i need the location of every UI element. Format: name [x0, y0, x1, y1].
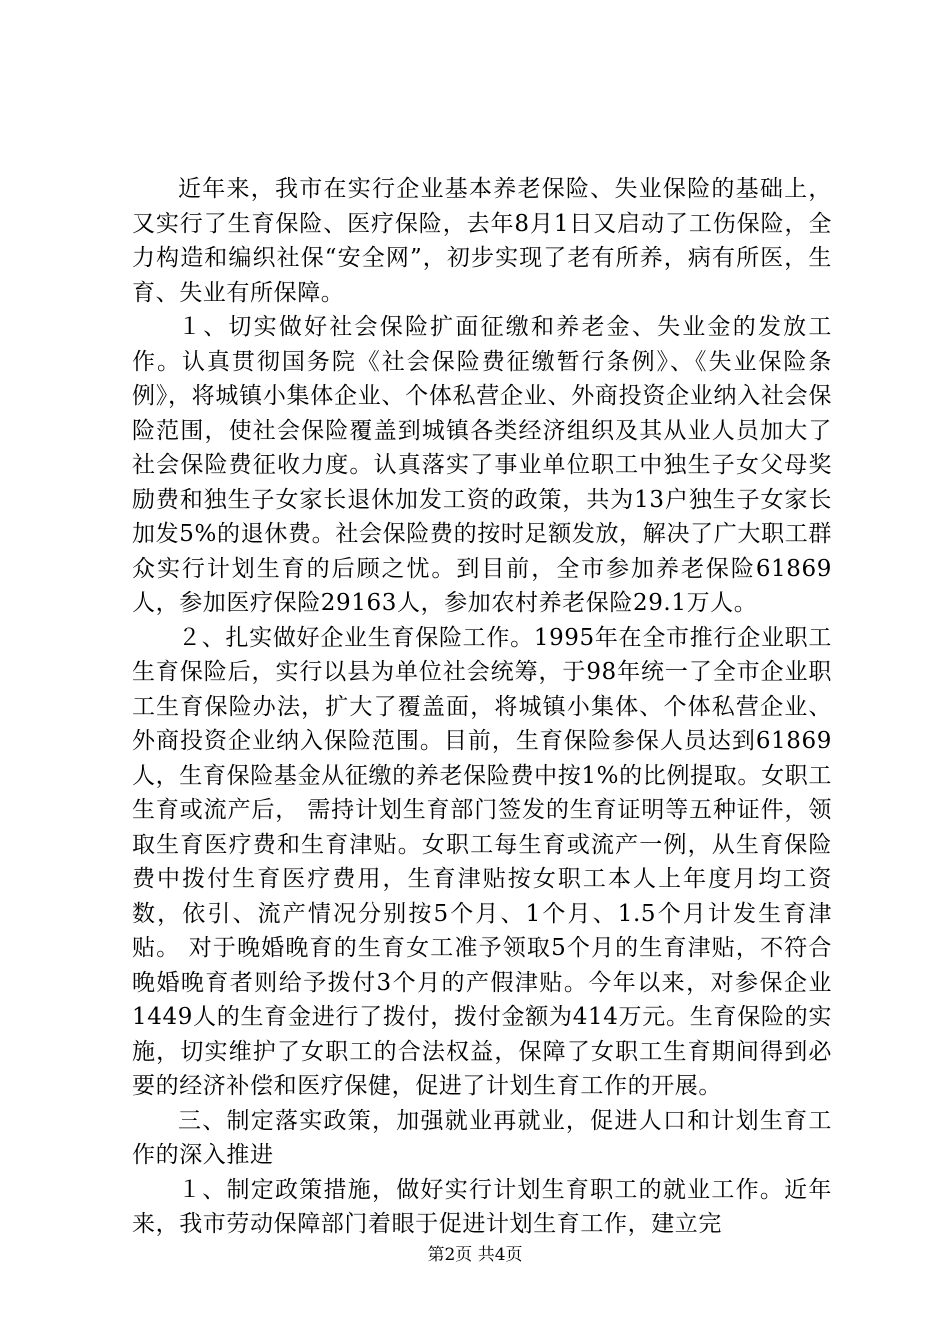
- section-heading-three: 三、制定落实政策，加强就业再就业，促进人口和计划生育工作的深入推进: [132, 1107, 832, 1168]
- page-footer: 第2页 共4页: [427, 1245, 523, 1265]
- document-body: [132, 172, 832, 1242]
- paragraph-employment-policy: １、制定政策措施，做好实行计划生育职工的就业工作。近年来，我市劳动保障部门着眼于促进计划生育工作，建立完: [132, 1176, 832, 1237]
- paragraph-intro: 近年来，我市在实行企业基本养老保险、失业保险的基础上，又实行了生育保险、医疗保险，去年8月1日又启动了工伤保险，全力构造和编织社保“安全网”，初步实现了老有所养，病有所医，生育、失业有所保障。: [132, 176, 832, 306]
- paragraph-social-insurance: １、切实做好社会保险扩面征缴和养老金、失业金的发放工作。认真贯彻国务院《社会保险费征缴暂行条例》、《失业保险条例》，将城镇小集体企业、个体私营企业、外商投资企业纳入社会保险范围，使社会保险覆盖到城镇各类经济组织及其从业人员加大了社会保险费征收力度。认真落实了事业单位职工中独生子女父母奖励费和独生子女家长退休加发工资的政策，共为13户独生子女家长加发5%的退休费。社会保险费的按时足额发放，解决了广大职工群众实行计划生育的后顾之忧。到目前，全市参加养老保险61869人，参加医疗保险29163人，参加农村养老保险29.1万人。: [132, 314, 832, 616]
- paragraph-maternity-insurance: ２、扎实做好企业生育保险工作。1995年在全市推行企业职工生育保险后，实行以县为单位社会统筹，于98年统一了全市企业职工生育保险办法，扩大了覆盖面，将城镇小集体、个体私营企业、外商投资企业纳入保险范围。目前，生育保险参保人员达到61869人，生育保险基金从征缴的养老保险费中按1%的比例提取。女职工生育或流产后， 需持计划生育部门签发的生育证明等五种证件，领取生育医疗费和生育津贴。女职工每生育或流产一例，从生育保险费中拨付生育医疗费用，生育津贴按女职工本人上年度月均工资数，依引、流产情况分别按5个月、1个月、1.5个月计发生育津贴。 对于晚婚晚育的生育女工准予领取5个月的生育津贴，不符合晚婚晚育者则给予拨付3个月的产假津贴。今年以来，对参保企业1449人的生育金进行了拨付，拨付金额为414万元。生育保险的实施，切实维护了女职工的合法权益，保障了女职工生育期间得到必要的经济补偿和医疗保健，促进了计划生育工作的开展。: [132, 624, 832, 1099]
